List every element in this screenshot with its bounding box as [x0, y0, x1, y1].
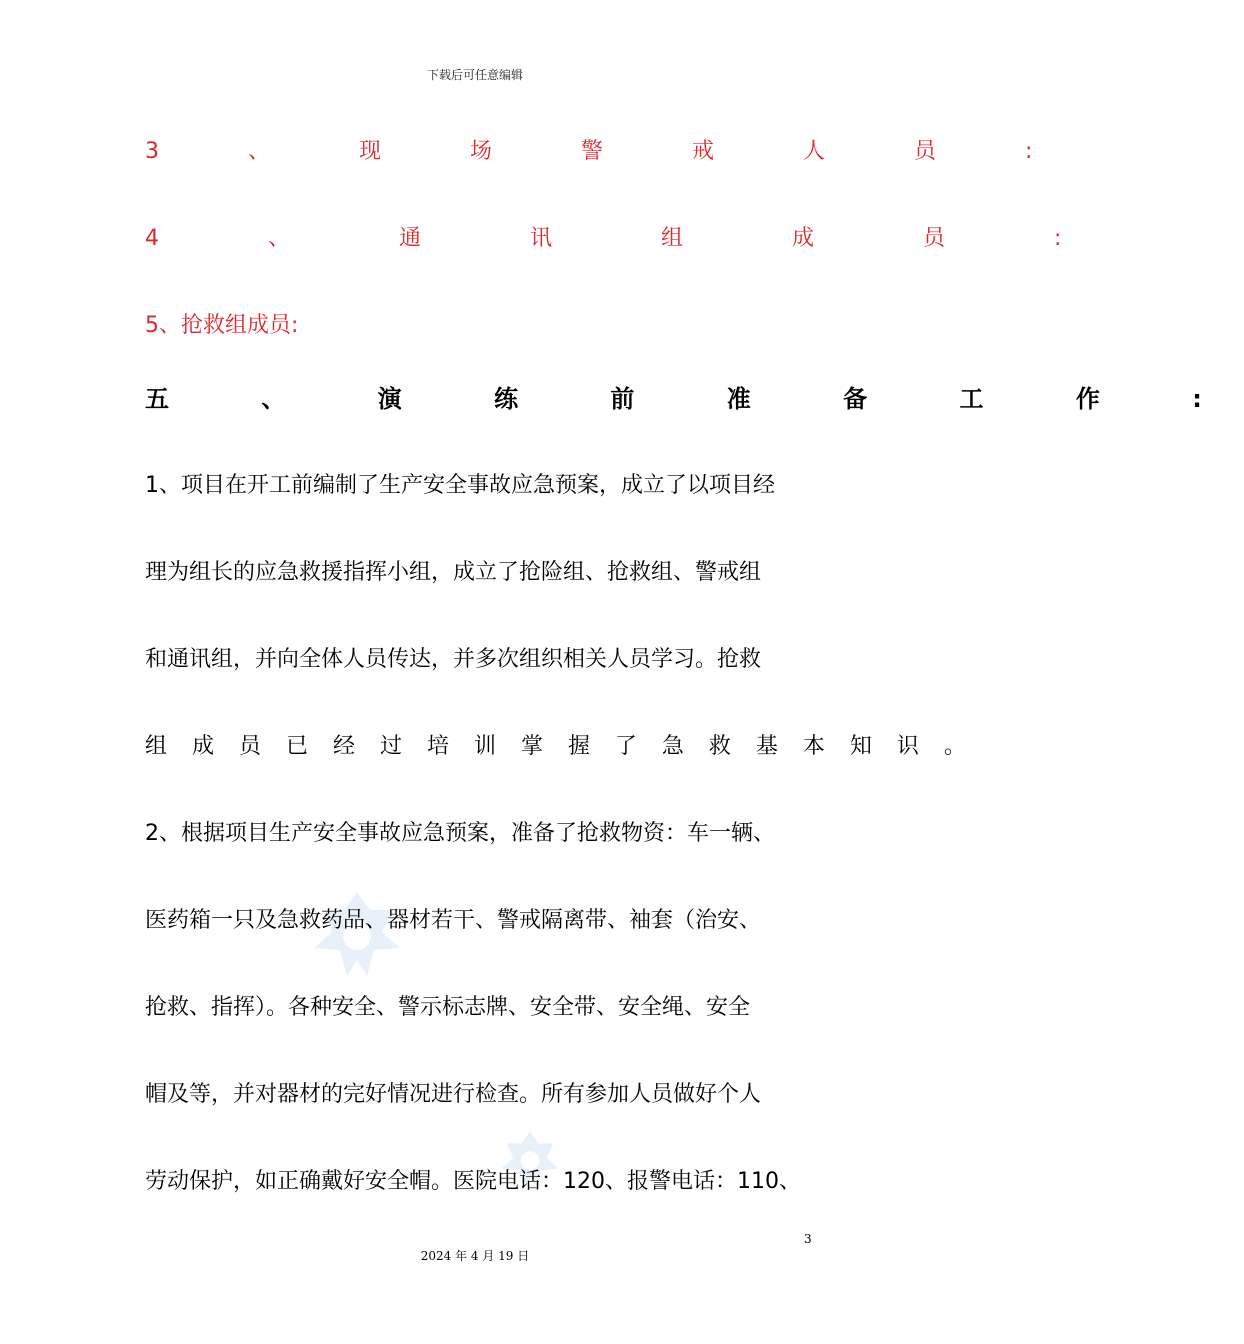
- paragraph-line-text: 组 成 员 已 经 过 培 训 掌 握 了 急 救 基 本 知 识 。: [145, 734, 975, 759]
- paragraph-line: 理为组长的应急救援指挥小组，成立了抢险组、抢救组、警戒组: [145, 560, 762, 585]
- paragraph-line: [145, 732, 975, 762]
- heading-text: 4 、 通 讯 组 成 员 :: [145, 226, 1113, 251]
- paragraph-line: 1、项目在开工前编制了生产安全事故应急预案，成立了以项目经: [145, 473, 775, 498]
- page-footer-date: 2024 年 4 月 19 日: [420, 1249, 530, 1263]
- paragraph-line: 2、根据项目生产安全事故应急预案，准备了抢救物资：车一辆、: [145, 821, 775, 846]
- paragraph-line: 劳动保护，如正确戴好安全帽。医院电话：120、报警电话：110、: [145, 1169, 801, 1194]
- paragraph-line: 帽及等，并对器材的完好情况进行检查。所有参加人员做好个人: [145, 1082, 762, 1107]
- heading-communication-team: [145, 224, 1113, 254]
- heading-text: 五 、 演 练 前 准 备 工 作 :: [145, 385, 1244, 413]
- page-header: 下载后可任意编辑: [426, 68, 523, 82]
- heading-site-guards: [145, 137, 1074, 167]
- paragraph-line: 医药箱一只及急救药品、器材若干、警戒隔离带、袖套（治安、: [145, 908, 762, 933]
- paragraph-line: 抢救、指挥）。各种安全、警示标志牌、安全带、安全绳、安全: [145, 995, 751, 1020]
- paragraph-line: 和通讯组，并向全体人员传达，并多次组织相关人员学习。抢救: [145, 647, 762, 672]
- heading-rescue-team: 5、抢救组成员:: [145, 313, 299, 338]
- section-heading-preparation: [145, 384, 1244, 414]
- heading-text: 3 、 现 场 警 戒 人 员 :: [145, 139, 1074, 164]
- page-number: 3: [804, 1232, 812, 1246]
